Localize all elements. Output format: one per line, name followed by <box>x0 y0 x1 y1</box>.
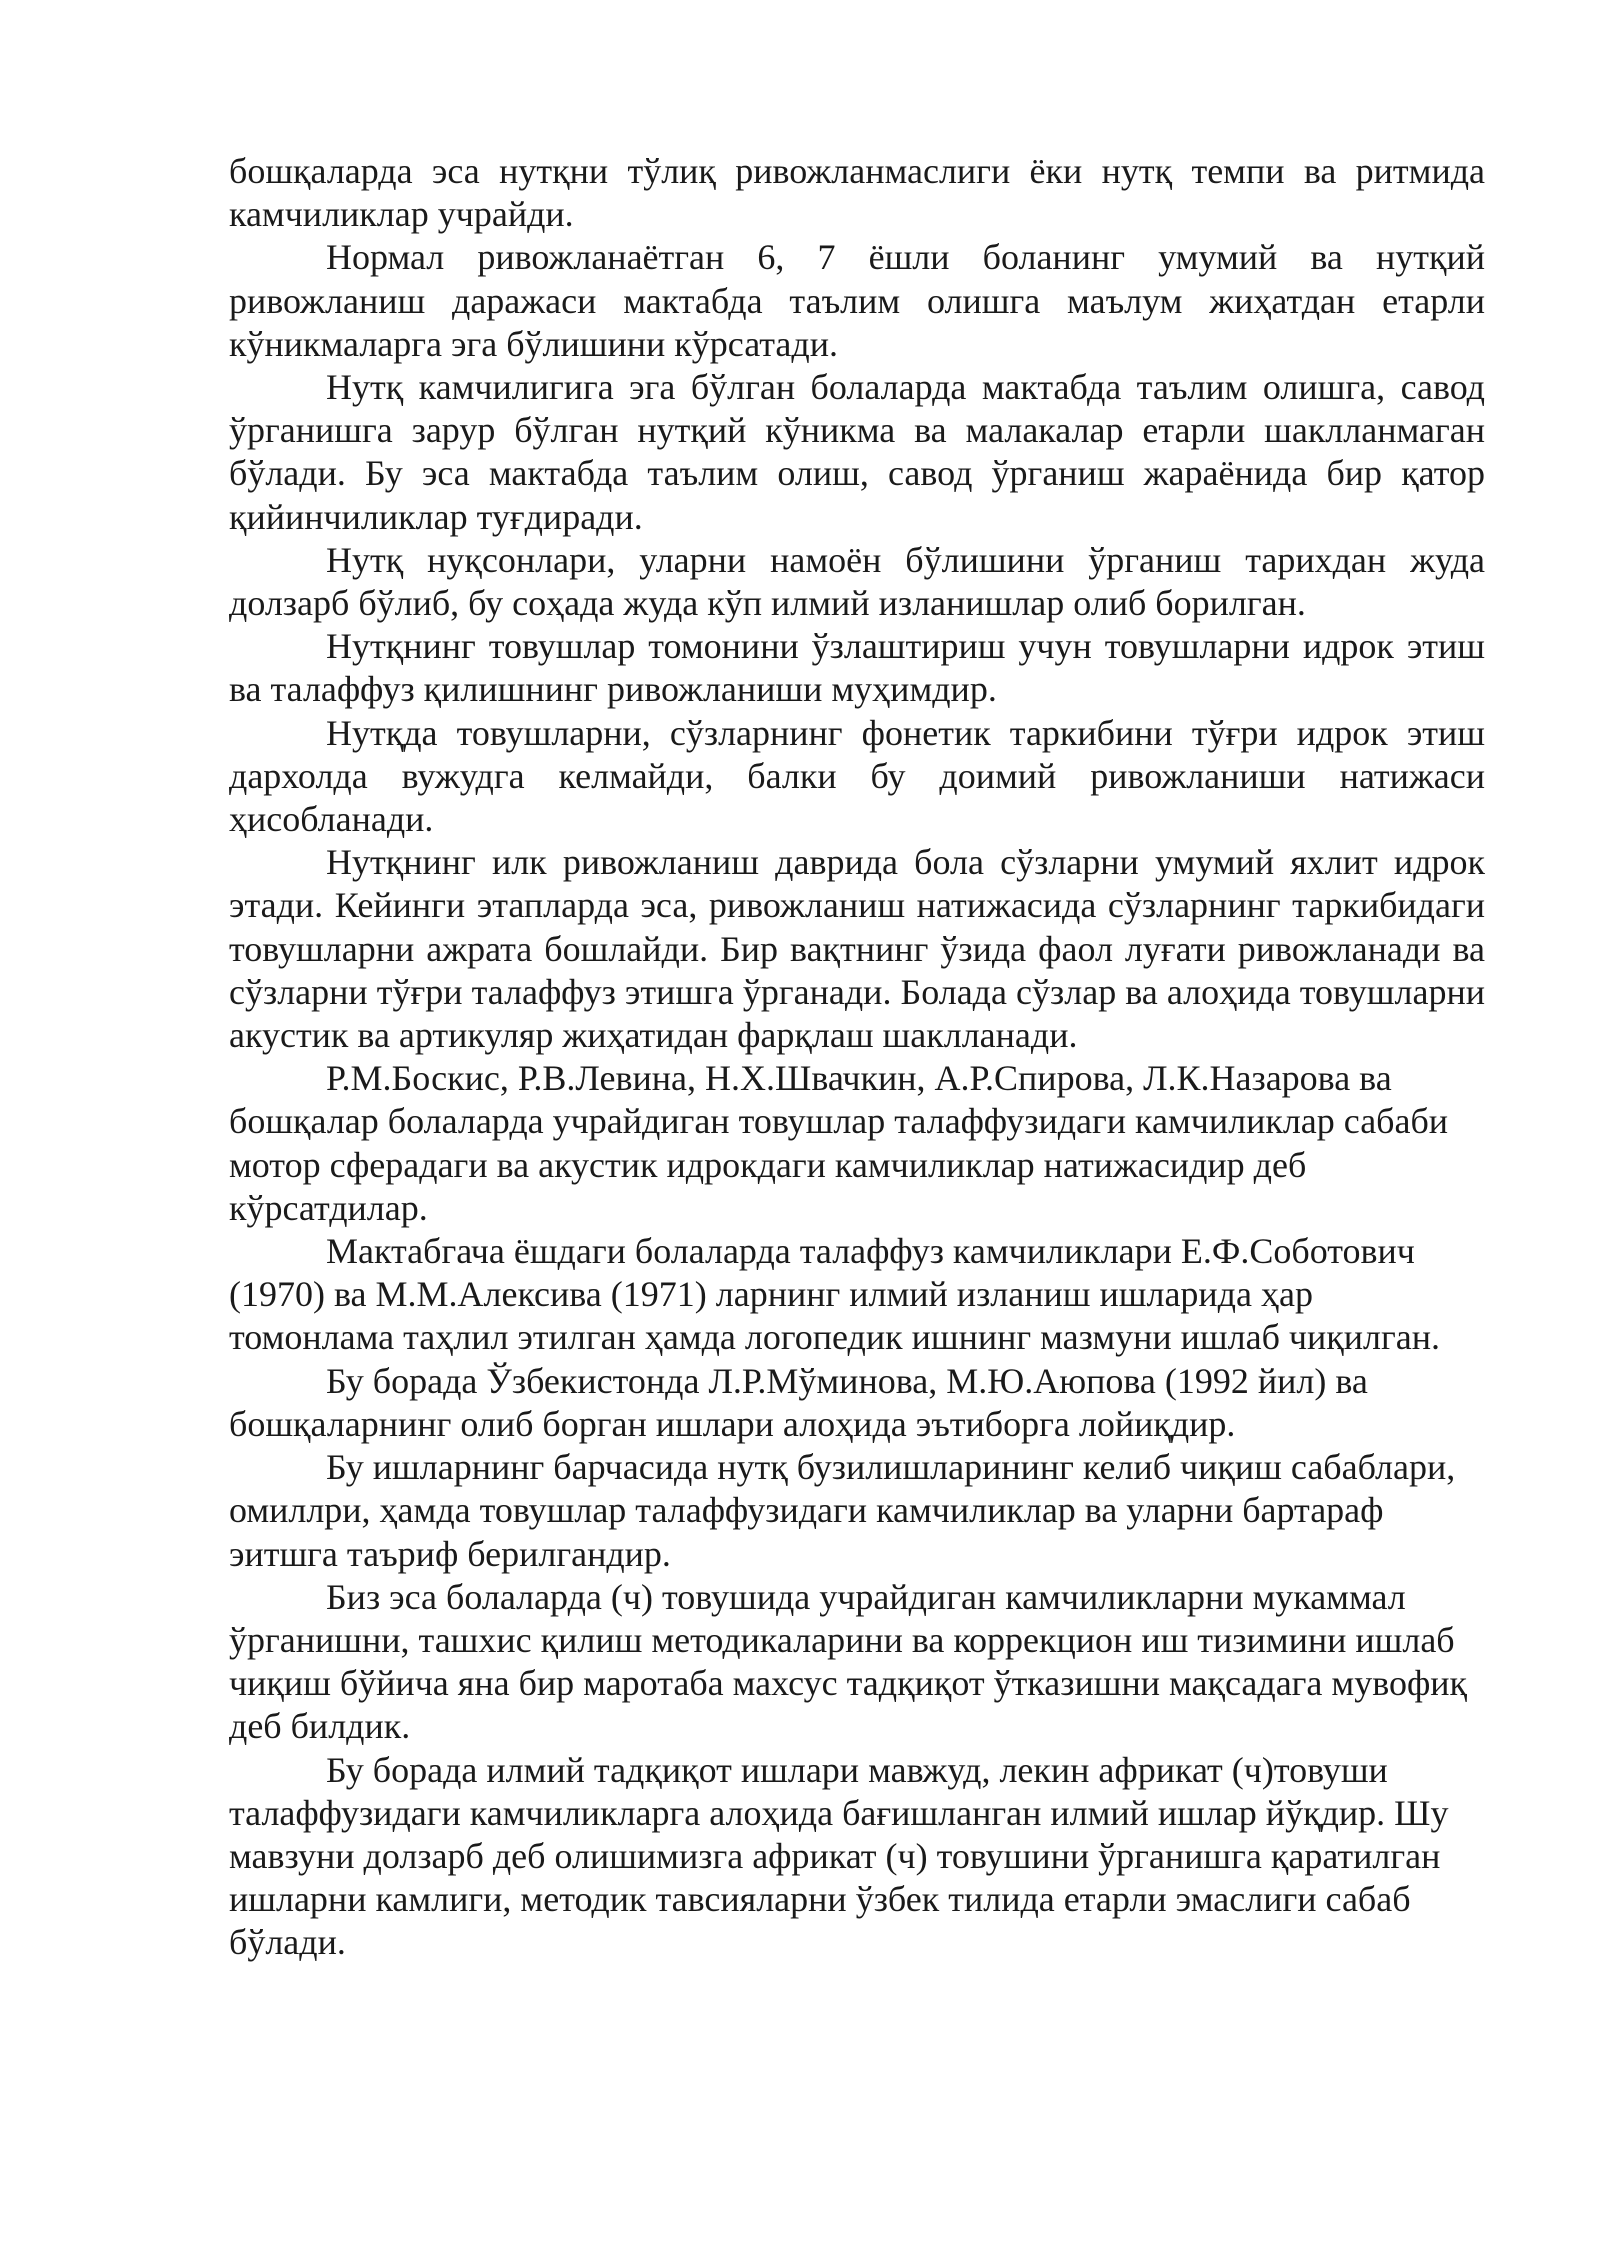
paragraph-5: Нутқнинг товушлар томонини ўзлаштириш учун товушларни идрок этиш ва талаффуз қилишнинг ривожланиши муҳимдир. <box>229 626 1485 710</box>
document-body <box>229 150 1485 1965</box>
paragraph-2: Нормал ривожланаётган 6, 7 ёшли боланинг умумий ва нутқий ривожланиш даражаси мактабда таълим олишга маълум жиҳатдан етарли кўникмаларга эга бўлишини кўрсатади. <box>229 237 1485 364</box>
paragraph-7: Нутқнинг илк ривожланиш даврида бола сўзларни умумий яхлит идрок этади. Кейинги этапларда эса, ривожланиш натижасида сўзларнинг таркибидаги товушларни ажрата бошлайди. Бир вақтнинг ўзида фаол луғати ривожланади ва сўзларни тўғри талаффуз этишга ўрганади. Болада сўзлар ва алоҳида товушларни акустик ва артикуляр жиҳатидан фарқлаш шаклланади. <box>229 842 1485 1056</box>
paragraph-12: Биз эса болаларда (ч) товушида учрайдиган камчиликларни мукаммал ўрганишни, ташхис қилиш методикаларини ва коррекцион иш тизимини ишлаб чиқиш бўйича яна бир маротаба махсус тадқиқот ўтказишни мақсадага мувофиқ деб билдик. <box>229 1576 1468 1747</box>
paragraph-9: Мактабгача ёшдаги болаларда талаффуз камчиликлари Е.Ф.Соботович (1970) ва М.М.Алексива (1971) ларнинг илмий изланиш ишларида ҳар томонлама таҳлил этилган ҳамда логопедик ишнинг мазмуни ишлаб чиқилган. <box>229 1231 1441 1358</box>
paragraph-10: Бу борада Ўзбекистонда Л.Р.Мўминова, М.Ю.Аюпова (1992 йил) ва бошқаларнинг олиб борган ишлари алоҳида эътиборга лойиқдир. <box>229 1360 1368 1444</box>
paragraph-6: Нутқда товушларни, сўзларнинг фонетик таркибини тўғри идрок этиш дархолда вужудга келмайди, балки бу доимий ривожланиши натижаси ҳисобланади. <box>229 712 1485 840</box>
paragraph-11: Бу ишларнинг барчасида нутқ бузилишларининг келиб чиқиш сабаблари, омиллри, ҳамда товушлар талаффузидаги камчиликлар ва уларни бартараф эитшга таъриф берилгандир. <box>229 1447 1456 1574</box>
paragraph-3: Нутқ камчилигига эга бўлган болаларда мактабда таълим олишга, савод ўрганишга зарур бўлган нутқий кўникма ва малакалар етарли шаклланмаган бўлади. Бу эса мактабда таълим олиш, савод ўрганиш жараёнида бир қатор қийинчиликлар туғдиради. <box>229 367 1485 537</box>
paragraph-13: Бу борада илмий тадқиқот ишлари мавжуд, лекин африкат (ч)товуши талаффузидаги камчиликларга алоҳида бағишланган илмий ишлар йўқдир. Шу мавзуни долзарб деб олишимизга африкат (ч) товушини ўрганишга қаратилган ишларни камлиги, методик тавсияларни ўзбек тилида етарли эмаслиги сабаб бўлади. <box>229 1749 1449 1963</box>
paragraph-1: бошқаларда эса нутқни тўлиқ ривожланмаслиги ёки нутқ темпи ва ритмида камчиликлар учрайди. <box>229 151 1485 235</box>
paragraph-4: Нутқ нуқсонлари, уларни намоён бўлишини ўрганиш тарихдан жуда долзарб бўлиб, бу соҳада жуда кўп илмий изланишлар олиб борилган. <box>229 539 1485 624</box>
paragraph-8: Р.М.Боскис, Р.В.Левина, Н.Х.Швачкин, А.Р.Спирова, Л.К.Назарова ва бошқалар болаларда учрайдиган товушлар талаффузидаги камчиликлар сабаби мотор сферадаги ва акустик идрокдаги камчиликлар натижасидир деб кўрсатдилар. <box>229 1058 1449 1228</box>
